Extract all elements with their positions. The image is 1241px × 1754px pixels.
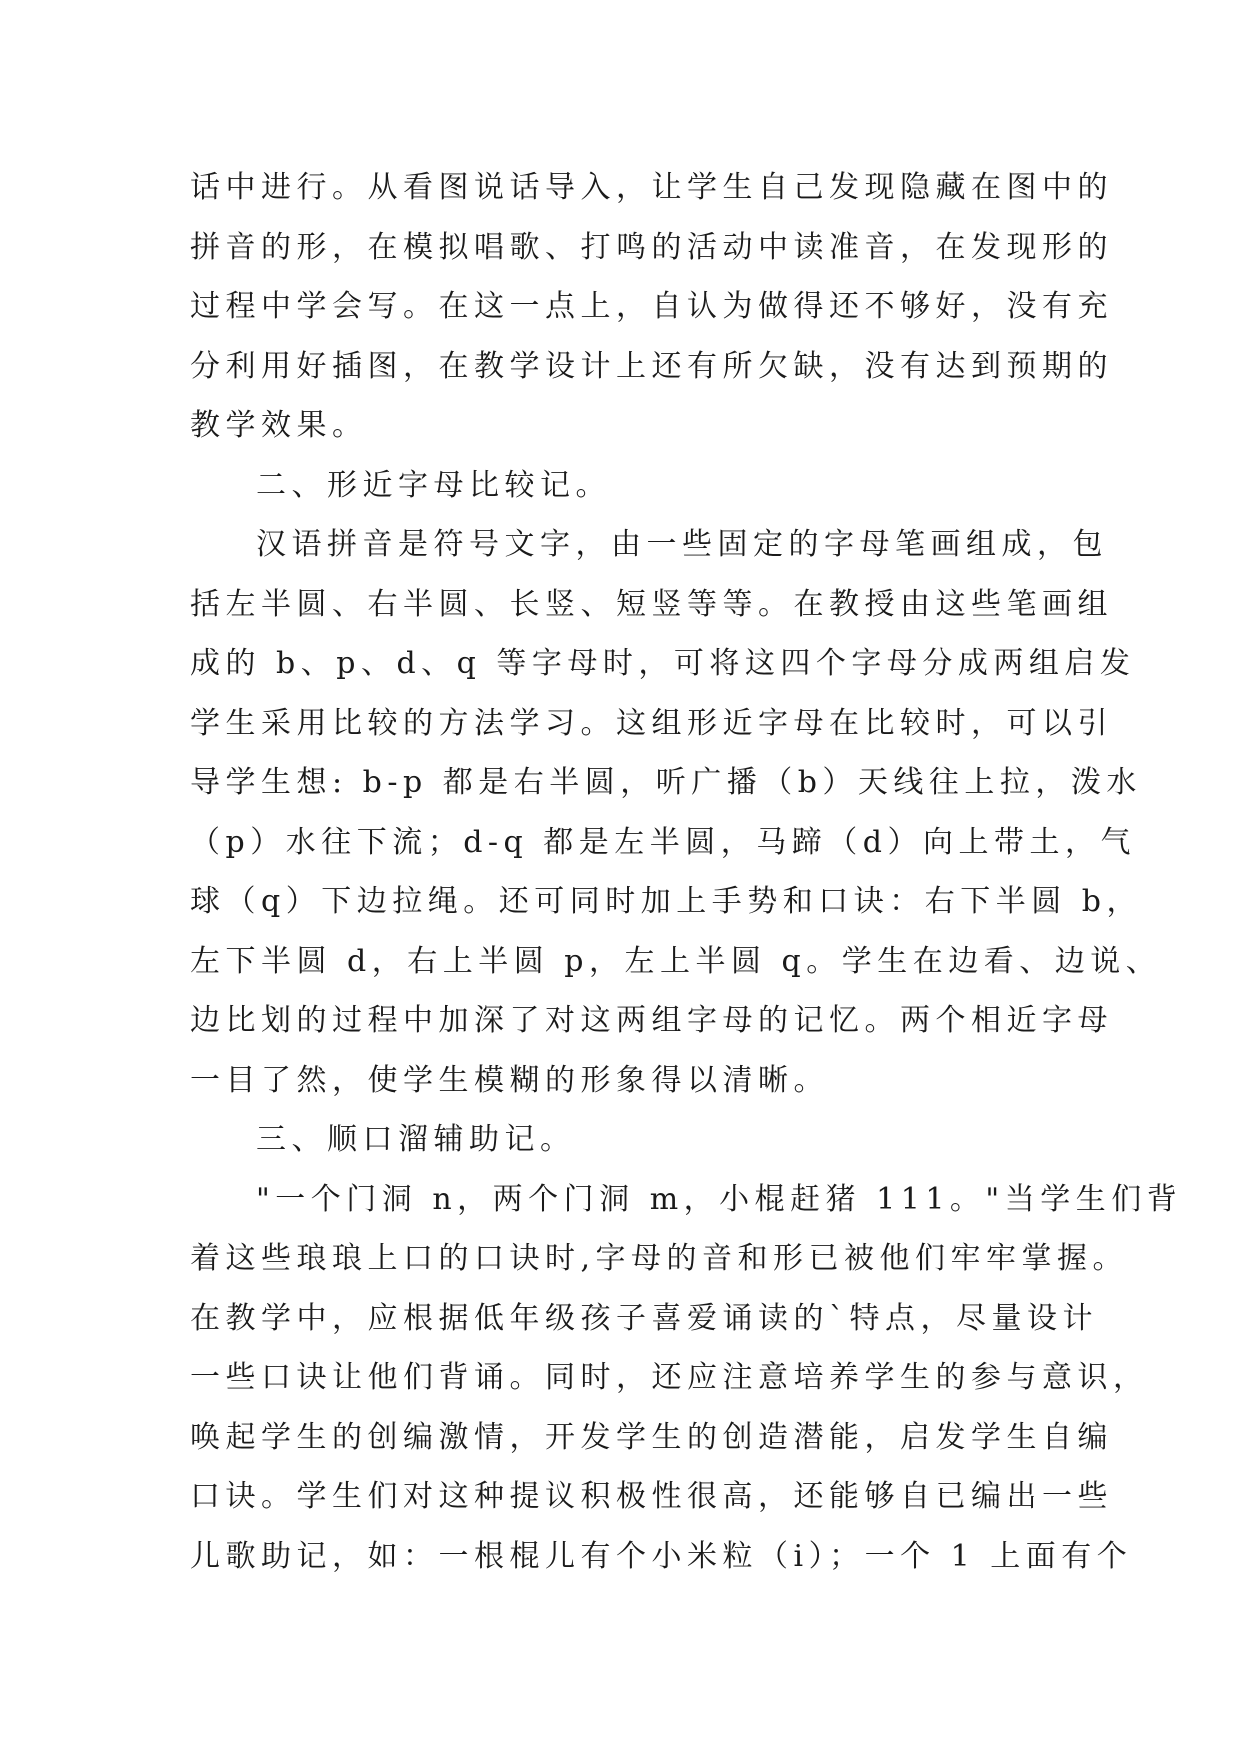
text-line: 括左半圆、右半圆、长竖、短竖等等。在教授由这些笔画组 bbox=[190, 586, 1113, 622]
text-line: 在教学中，应根据低年级孩子喜爱诵读的`特点，尽量设计 bbox=[190, 1300, 1098, 1336]
text-line: "一个门洞 n，两个门洞 m，小棍赶猪 111。"当学生们背 bbox=[256, 1181, 1183, 1217]
text-line: （p）水往下流；d-q 都是左半圆，马蹄（d）向上带土，气 bbox=[190, 824, 1136, 860]
text-line: 儿歌助记，如：一根棍儿有个小米粒（i）；一个 1 上面有个 bbox=[190, 1538, 1133, 1574]
text-line: 成的 b、p、d、q 等字母时，可将这四个字母分成两组启发 bbox=[190, 646, 1136, 681]
text-line: 唤起学生的创编激情，开发学生的创造潜能，启发学生自编 bbox=[190, 1419, 1113, 1455]
text-line: 边比划的过程中加深了对这两组字母的记忆。两个相近字母 bbox=[190, 1003, 1113, 1038]
text-line: 球（q）下边拉绳。还可同时加上手势和口诀：右下半圆 b， bbox=[190, 884, 1142, 919]
text-line: 口诀。学生们对这种提议积极性很高，还能够自已编出一些 bbox=[190, 1479, 1113, 1514]
text-line: 分利用好插图，在教学设计上还有所欠缺，没有达到预期的 bbox=[190, 348, 1113, 384]
text-line: 学生采用比较的方法学习。这组形近字母在比较时，可以引 bbox=[190, 705, 1113, 741]
text-line: 着这些琅琅上口的口诀时,字母的音和形已被他们牢牢掌握。 bbox=[190, 1241, 1129, 1276]
text-line: 一目了然，使学生模糊的形象得以清晰。 bbox=[190, 1062, 829, 1098]
text-line: 拼音的形，在模拟唱歌、打鸣的活动中读准音，在发现形的 bbox=[190, 229, 1113, 265]
text-line: 话中进行。从看图说话导入，让学生自己发现隐藏在图中的 bbox=[190, 170, 1113, 205]
section-heading: 二、形近字母比较记。 bbox=[256, 467, 611, 503]
text-line: 教学效果。 bbox=[190, 408, 368, 443]
text-line: 导学生想: b-p 都是右半圆，听广播（b）天线往上拉，泼水 bbox=[190, 765, 1142, 800]
text-line: 汉语拼音是符号文字，由一些固定的字母笔画组成，包 bbox=[256, 527, 1108, 562]
text-line: 一些口诀让他们背诵。同时，还应注意培养学生的参与意识， bbox=[190, 1360, 1149, 1395]
section-heading: 三、顺口溜辅助记。 bbox=[256, 1122, 576, 1157]
text-line: 过程中学会写。在这一点上，自认为做得还不够好，没有充 bbox=[190, 289, 1113, 324]
text-line: 左下半圆 d，右上半圆 p，左上半圆 q。学生在边看、边说、 bbox=[190, 943, 1162, 979]
body-text bbox=[190, 158, 1183, 1586]
